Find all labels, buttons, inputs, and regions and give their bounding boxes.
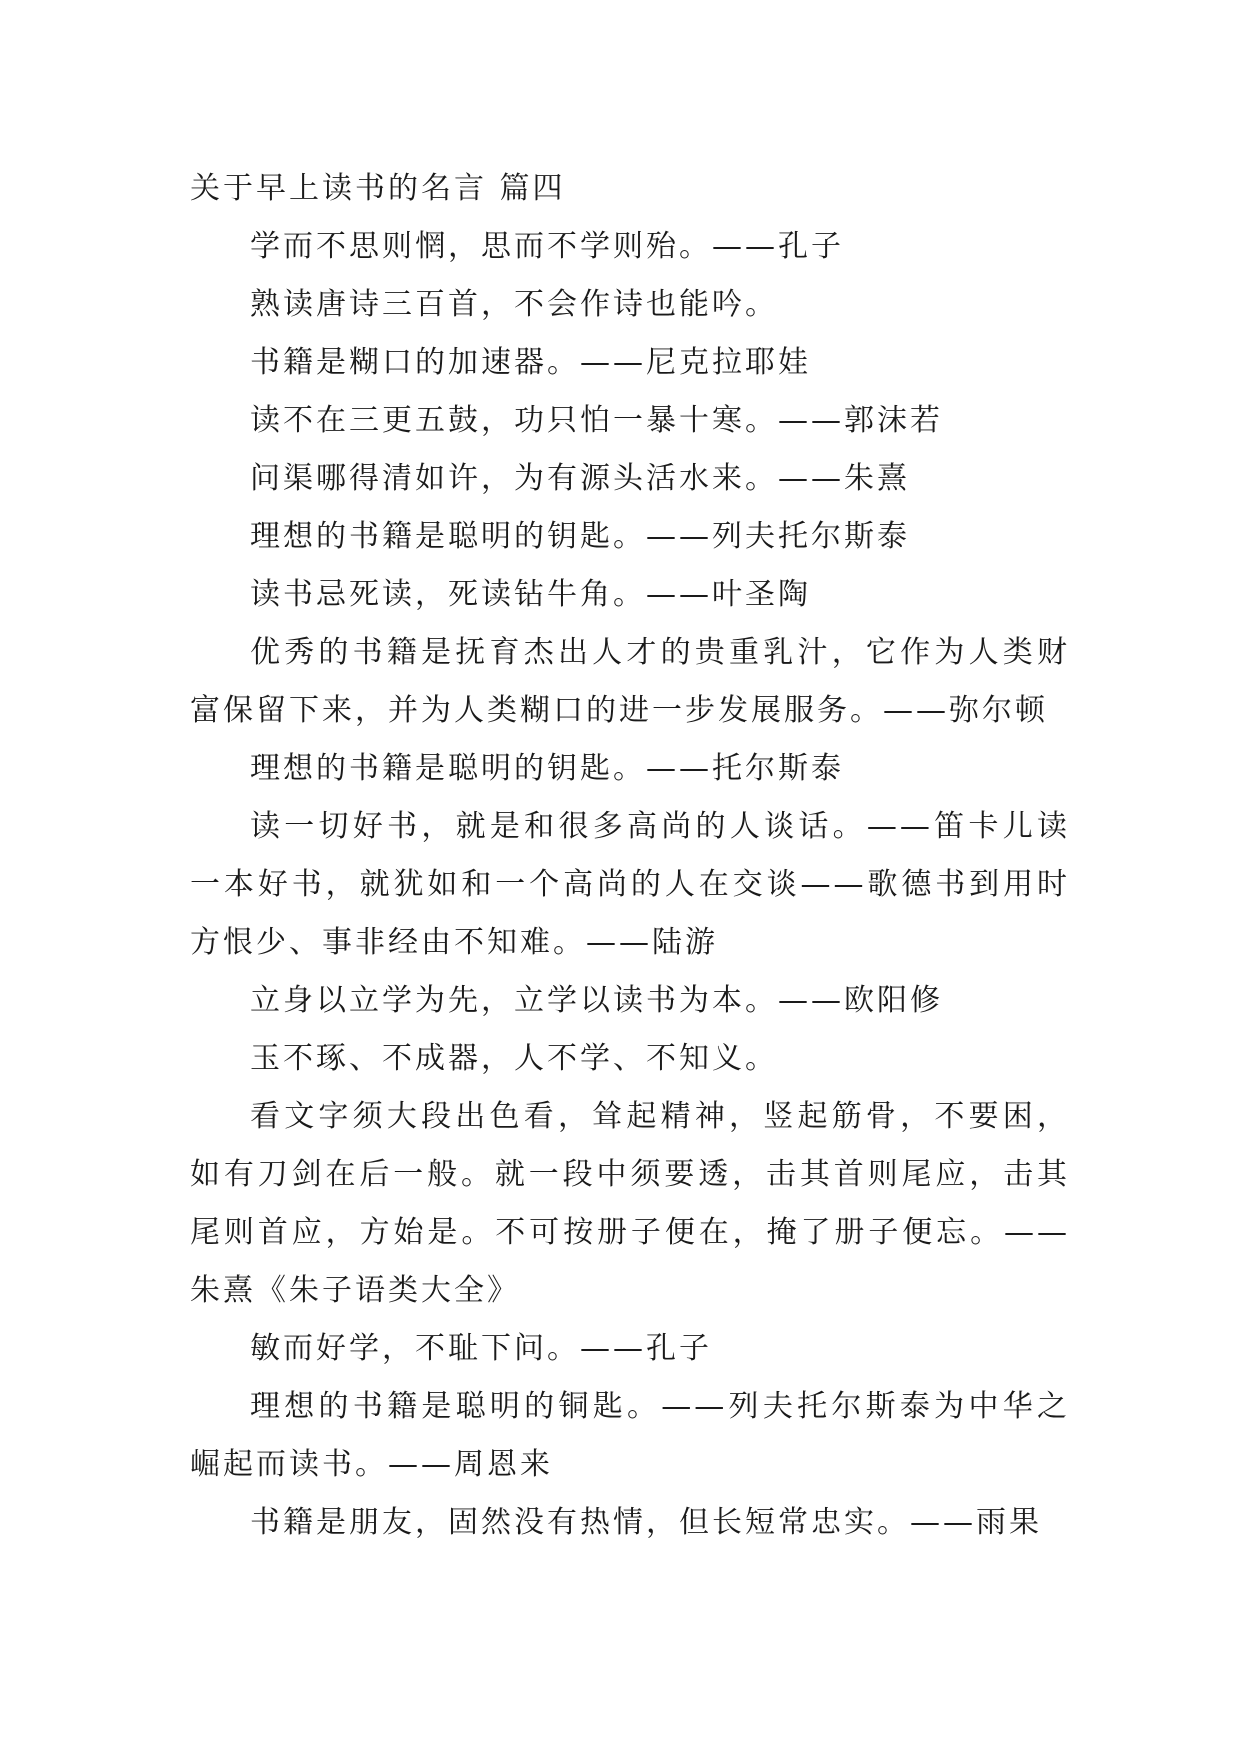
quote-paragraph: 优秀的书籍是抚育杰出人才的贵重乳汁，它作为人类财富保留下来，并为人类糊口的进一步发展服务。——弥尔顿 — [190, 635, 1070, 728]
quote-paragraph: 读不在三更五鼓，功只怕一暴十寒。——郭沫若 — [250, 403, 943, 438]
quote-paragraph: 理想的书籍是聪明的钥匙。——列夫托尔斯泰 — [250, 519, 910, 554]
quote-paragraph: 问渠哪得清如许，为有源头活水来。——朱熹 — [250, 461, 910, 496]
quote-paragraph: 读书忌死读，死读钻牛角。——叶圣陶 — [250, 577, 811, 612]
document-body — [190, 160, 1070, 1552]
document-title: 关于早上读书的名言 篇四 — [190, 171, 566, 206]
quote-paragraph: 书籍是朋友，固然没有热情，但长短常忠实。——雨果 — [250, 1505, 1042, 1540]
quote-paragraph: 看文字须大段出色看，耸起精神，竖起筋骨，不要困，如有刀剑在后一般。就一段中须要透，击其首则尾应，击其尾则首应，方始是。不可按册子便在，掩了册子便忘。——朱熹《朱子语类大全》 — [190, 1099, 1070, 1308]
quote-paragraph: 立身以立学为先，立学以读书为本。——欧阳修 — [250, 983, 943, 1018]
quote-paragraph: 读一切好书，就是和很多高尚的人谈话。——笛卡儿读一本好书，就犹如和一个高尚的人在交谈——歌德书到用时方恨少、事非经由不知难。——陆游 — [190, 809, 1070, 960]
quote-paragraph: 敏而好学，不耻下问。——孔子 — [250, 1331, 712, 1366]
quote-paragraph: 书籍是糊口的加速器。——尼克拉耶娃 — [250, 345, 811, 380]
quote-paragraph: 玉不琢、不成器，人不学、不知义。 — [250, 1041, 778, 1076]
quote-paragraph: 理想的书籍是聪明的铜匙。——列夫托尔斯泰为中华之崛起而读书。——周恩来 — [190, 1389, 1070, 1482]
quote-paragraph: 理想的书籍是聪明的钥匙。——托尔斯泰 — [250, 751, 844, 786]
quote-paragraph: 熟读唐诗三百首，不会作诗也能吟。 — [250, 287, 778, 322]
quote-paragraph: 学而不思则惘，思而不学则殆。——孔子 — [250, 229, 844, 264]
